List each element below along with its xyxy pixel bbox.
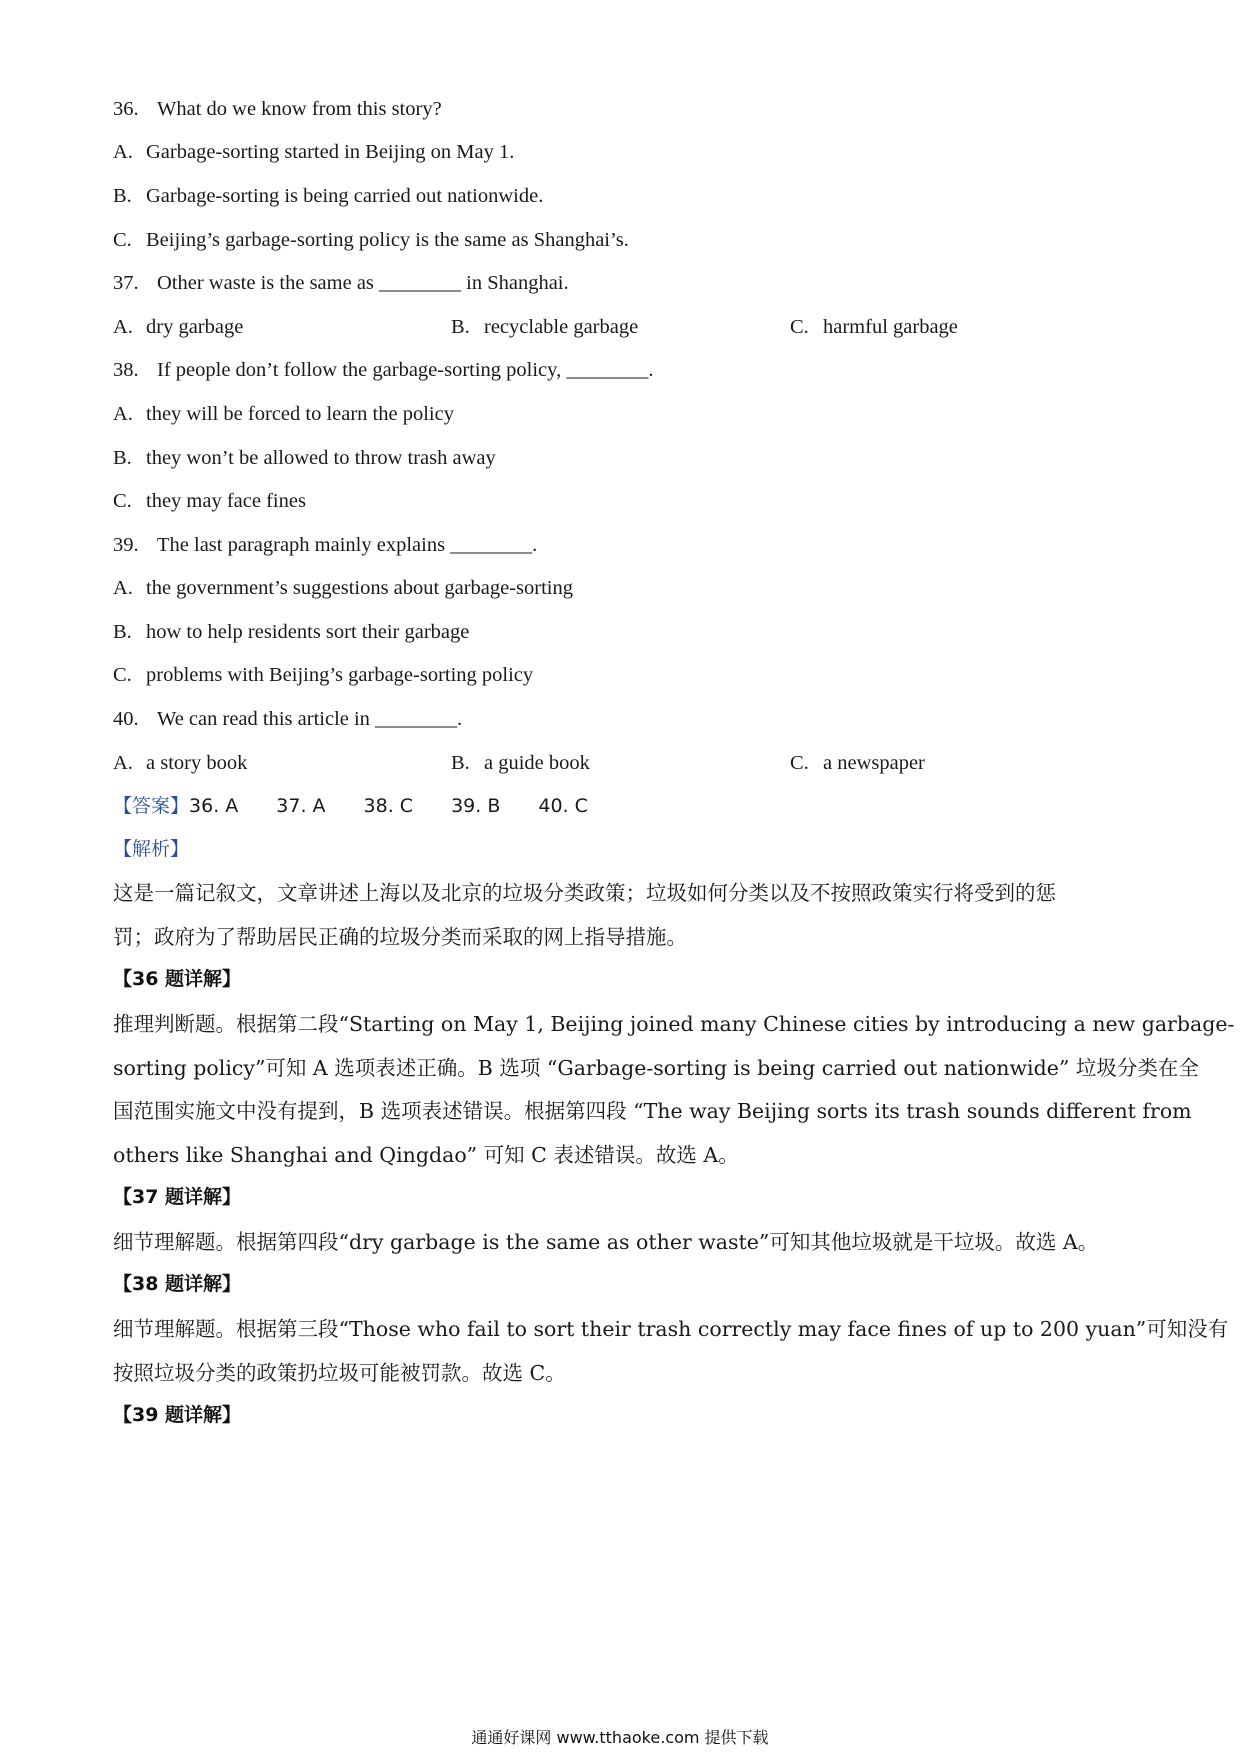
detail-38-line: 细节理解题。根据第三段“Those who fail to sort their trash correctly may face fines of up to 200 yuan”可知没有 bbox=[113, 1317, 1229, 1341]
answer-key bbox=[113, 797, 626, 816]
option-letter: A. bbox=[113, 316, 133, 338]
option-text: problems with Beijing’s garbage-sorting policy bbox=[146, 664, 534, 686]
option-letter: C. bbox=[790, 752, 809, 774]
question-40-option-b bbox=[451, 753, 590, 774]
page-footer: 通通好课网 www.tthaoke.com 提供下载 bbox=[471, 1728, 769, 1747]
option-text: they may face fines bbox=[146, 490, 306, 512]
question-text: The last paragraph mainly explains ________. bbox=[157, 534, 538, 556]
option-text: how to help residents sort their garbage bbox=[146, 621, 470, 643]
detail-39-heading: 【39 题详解】 bbox=[113, 1404, 242, 1426]
option-letter: B. bbox=[113, 621, 132, 643]
question-36-option-a bbox=[113, 142, 514, 163]
question-37-option-a bbox=[113, 317, 243, 338]
detail-38-heading: 【38 题详解】 bbox=[113, 1273, 242, 1295]
question-40-option-c bbox=[790, 753, 925, 774]
detail-36-line: sorting policy”可知 A 选项表述正确。B 选项 “Garbage-sorting is being carried out nationwide” 垃圾分类在全 bbox=[113, 1056, 1199, 1080]
detail-37-heading: 【37 题详解】 bbox=[113, 1186, 242, 1208]
option-letter: C. bbox=[113, 229, 132, 251]
option-text: they won’t be allowed to throw trash away bbox=[146, 447, 496, 469]
answer-value: 39. B bbox=[451, 795, 501, 817]
question-text: What do we know from this story? bbox=[157, 98, 442, 120]
question-38-option-c bbox=[113, 491, 306, 512]
answer-value: 36. A bbox=[189, 795, 239, 817]
question-37-option-b bbox=[451, 317, 638, 338]
question-text: We can read this article in ________. bbox=[157, 708, 463, 730]
question-38-stem bbox=[113, 360, 653, 381]
detail-38-line: 按照垃圾分类的政策扔垃圾可能被罚款。故选 C。 bbox=[113, 1361, 566, 1385]
detail-36-line: others like Shanghai and Qingdao” 可知 C 表述错误。故选 A。 bbox=[113, 1143, 739, 1167]
question-text: Other waste is the same as ________ in Shanghai. bbox=[157, 272, 569, 294]
question-text: If people don’t follow the garbage-sorting policy, ________. bbox=[157, 359, 654, 381]
answer-value: 38. C bbox=[363, 795, 414, 817]
question-39-option-b bbox=[113, 622, 469, 643]
option-letter: B. bbox=[451, 316, 470, 338]
question-36-stem bbox=[113, 99, 442, 120]
answer-label: 【答案】 bbox=[113, 795, 190, 817]
option-letter: A. bbox=[113, 577, 133, 599]
detail-36-line: 国范围实施文中没有提到，B 选项表述错误。根据第四段 “The way Beijing sorts its trash sounds different from bbox=[113, 1099, 1192, 1123]
question-37-option-c bbox=[790, 317, 958, 338]
question-40-option-a bbox=[113, 753, 247, 774]
option-text: Garbage-sorting started in Beijing on May 1. bbox=[146, 141, 515, 163]
detail-36-line: 推理判断题。根据第二段“Starting on May 1, Beijing joined many Chinese cities by introducing a new garbage- bbox=[113, 1012, 1235, 1036]
option-text: recyclable garbage bbox=[484, 316, 639, 338]
answer-value: 37. A bbox=[276, 795, 326, 817]
option-letter: A. bbox=[113, 752, 133, 774]
analysis-text-line: 罚；政府为了帮助居民正确的垃圾分类而采取的网上指导措施。 bbox=[113, 925, 687, 949]
question-number: 38. bbox=[113, 359, 139, 381]
option-text: dry garbage bbox=[146, 316, 244, 338]
option-letter: B. bbox=[113, 185, 132, 207]
option-text: Garbage-sorting is being carried out nationwide. bbox=[146, 185, 544, 207]
question-number: 40. bbox=[113, 708, 139, 730]
detail-37-line: 细节理解题。根据第四段“dry garbage is the same as other waste”可知其他垃圾就是干垃圾。故选 A。 bbox=[113, 1230, 1099, 1254]
question-39-option-c bbox=[113, 665, 533, 686]
option-letter: B. bbox=[113, 447, 132, 469]
question-36-option-c bbox=[113, 230, 629, 251]
analysis-heading: 【解析】 bbox=[113, 838, 190, 860]
option-letter: A. bbox=[113, 141, 133, 163]
question-number: 39. bbox=[113, 534, 139, 556]
option-text: the government’s suggestions about garbage-sorting bbox=[146, 577, 573, 599]
question-40-stem bbox=[113, 709, 462, 730]
answer-value: 40. C bbox=[538, 795, 588, 817]
question-number: 37. bbox=[113, 272, 139, 294]
analysis-text-line: 这是一篇记叙文，文章讲述上海以及北京的垃圾分类政策；垃圾如何分类以及不按照政策实行将受到的惩 bbox=[113, 881, 1056, 905]
question-38-option-a bbox=[113, 404, 454, 425]
option-text: a story book bbox=[146, 752, 248, 774]
detail-36-heading: 【36 题详解】 bbox=[113, 968, 242, 990]
option-letter: C. bbox=[113, 664, 132, 686]
question-37-stem bbox=[113, 273, 569, 294]
question-39-stem bbox=[113, 535, 537, 556]
option-letter: C. bbox=[790, 316, 809, 338]
option-text: a guide book bbox=[484, 752, 590, 774]
question-38-option-b bbox=[113, 448, 496, 469]
option-text: they will be forced to learn the policy bbox=[146, 403, 454, 425]
option-letter: B. bbox=[451, 752, 470, 774]
question-number: 36. bbox=[113, 98, 139, 120]
option-text: Beijing’s garbage-sorting policy is the same as Shanghai’s. bbox=[146, 229, 629, 251]
option-text: harmful garbage bbox=[823, 316, 958, 338]
option-text: a newspaper bbox=[823, 752, 925, 774]
question-39-option-a bbox=[113, 578, 573, 599]
option-letter: C. bbox=[113, 490, 132, 512]
option-letter: A. bbox=[113, 403, 133, 425]
question-36-option-b bbox=[113, 186, 543, 207]
